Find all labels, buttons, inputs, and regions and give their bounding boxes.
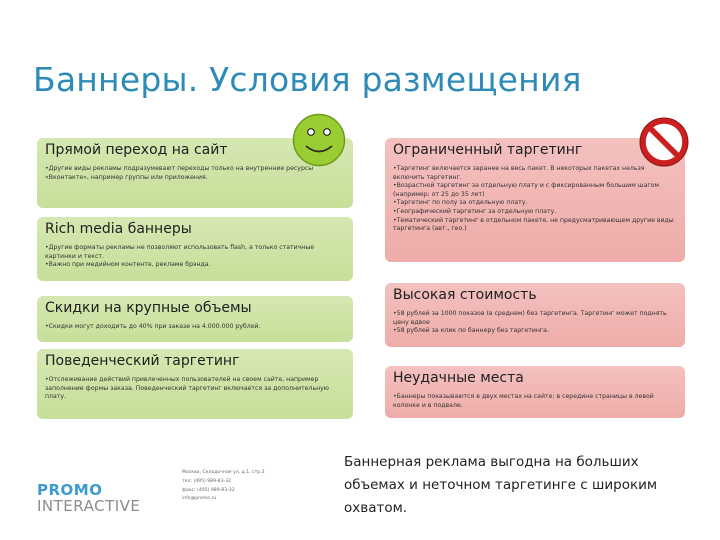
pro-card-volume-discounts: [37, 296, 353, 342]
pro-card-text: [37, 376, 353, 402]
con-card-high-cost: [385, 283, 685, 347]
pro-card-title: Прямой переход на сайт: [45, 142, 228, 158]
con-card-title: Неудачные места: [393, 370, 524, 386]
pro-card-text: [37, 165, 353, 182]
bullet-line: •58 рублей за 1000 показов (в среднем) без таргетинга. Таргетинг может поднять цену вдвое: [393, 310, 667, 326]
bullet-line: •Географический таргетинг за отдельную плату.: [393, 207, 557, 215]
contact-line: тел: (495) 989-83-32: [182, 478, 232, 484]
logo-interactive: INTERACTIVE: [37, 497, 141, 515]
prohibited-sign-icon: [639, 117, 689, 167]
bullet-line: •58 рублей за клик по баннеру без таргетинга.: [393, 327, 549, 335]
con-card-title: Ограниченный таргетинг: [393, 142, 583, 158]
bullet-line: •Другие виды рекламы подразумевают переходы только на внутренние ресурсы «Вконтакте», например группы или приложения.: [45, 165, 314, 181]
con-card-text: [385, 393, 685, 410]
bullet-line: •Тематический таргетинг в отдельном пакете, не предусматривающем другие виды таргетинга (авт., гео.): [393, 216, 674, 233]
bullet-line: •Скидки могут доходить до 40% при заказе на 4.000.000 рублей.: [45, 323, 261, 330]
pro-card-behavioral-targeting: [37, 349, 353, 419]
bullet-line: •Другие форматы рекламы не позволяют использовать flash, а только статичные картинки и текст.: [45, 244, 315, 260]
con-card-bad-placement: [385, 366, 685, 418]
con-card-text: [385, 165, 685, 234]
bullet-line: •Таргетинг по полу за отдельную плату.: [393, 199, 528, 207]
contact-line: факс: (495) 989-83-32: [182, 487, 235, 493]
pro-card-text: [37, 244, 353, 270]
con-card-text: [385, 310, 685, 336]
pro-card-title: Rich media баннеры: [45, 221, 192, 237]
contact-info: [182, 469, 265, 504]
slide-title: Баннеры. Условия размещения: [33, 60, 582, 99]
bullet-line: •Отслеживание действий привлеченных пользователей на своем сайте, например заполнение формы заказа. Поведенческий таргетинг включается за дополнительную плату.: [45, 376, 330, 401]
smiley-face-icon: [292, 113, 346, 167]
logo-promo: PROMO: [37, 481, 103, 499]
summary-note: Баннерная реклама выгодна на больших объемах и неточном таргетинге с широким охватом.: [344, 454, 658, 516]
pro-card-title: Поведенческий таргетинг: [45, 353, 240, 369]
con-card-title: Высокая стоимость: [393, 287, 537, 303]
pro-card-text: [37, 323, 353, 332]
bullet-line: •Баннеры показываются в двух местах на сайте: в середине страницы в левой колонке и в подвале.: [393, 393, 654, 409]
bullet-line: •Таргетинг включается заранее на весь пакет. В некоторых пакетах нельзя включить таргетинг.: [393, 165, 645, 181]
pro-card-rich-media: [37, 217, 353, 281]
contact-line: info@promo.ru: [182, 496, 217, 502]
contact-line: Москва, Складочная ул, д.1, стр.2: [182, 470, 265, 475]
bullet-line: •Важно при медийном контенте, рекламе брэнда.: [45, 261, 211, 269]
bullet-line: •Возрастной таргетинг за отдельную плату и с фиксированным большим шагом (например: от 25 до 35 лет): [393, 182, 660, 198]
pro-card-title: Скидки на крупные объемы: [45, 300, 252, 316]
